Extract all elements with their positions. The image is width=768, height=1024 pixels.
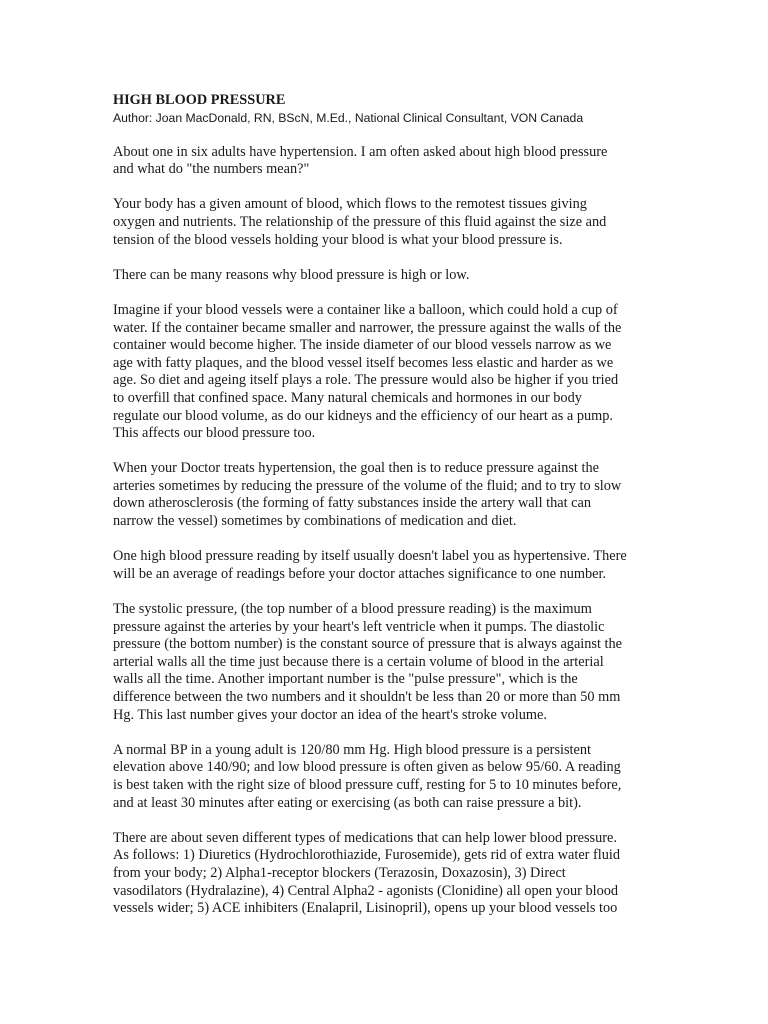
paragraph-intro: About one in six adults have hypertension. I am often asked about high blood pressure and what do "the numbers mean?" [113,143,608,178]
document-page [113,92,658,935]
document-author: Author: Joan MacDonald, RN, BScN, M.Ed., National Clinical Consultant, VON Canada [113,110,584,125]
paragraph-reasons: There can be many reasons why blood pressure is high or low. [113,266,470,283]
paragraph-single-reading: One high blood pressure reading by itself usually doesn't label you as hypertensive. There will be an average of readings before your doctor attaches significance to one number. [113,548,627,582]
paragraph-medications: There are about seven different types of medications that can help lower blood pressure. As follows: 1) Diuretics (Hydrochlorothiazide, Furosemide), gets rid of extra water fluid from your body; 2) Alpha1-receptor blockers (Terazosin, Doxazosin), 3) Direct vasodilators (Hydralazine), 4) Central Alpha2 - agonists (Clonidine) all open your blood vessels wider; 5) ACE inhibiters (Enalapril, Lisinopril), opens up your blood vessels too [113,829,621,917]
paragraph-normal-bp: A normal BP in a young adult is 120/80 mm Hg. High blood pressure is a persistent elevation above 140/90; and low blood pressure is often given as below 95/60. A reading is best taken with the right size of blood pressure cuff, resting for 5 to 10 minutes before, and at least 30 minutes after eating or exercising (as both can raise pressure a bit). [113,741,622,811]
paragraph-balloon-analogy: Imagine if your blood vessels were a container like a balloon, which could hold a cup of water. If the container became smaller and narrower, the pressure against the walls of the container would become higher. The inside diameter of our blood vessels narrow as we age with fatty plaques, and the blood vessel itself becomes less elastic and harder as we age. So diet and ageing itself plays a role. The pressure would also be higher if you tried to overfill that confined space. Many natural chemicals and hormones in our body regulate our blood volume, as do our kidneys and the efficiency of our heart as a pump. This affects our blood pressure too. [113,301,622,442]
document-title: HIGH BLOOD PRESSURE [113,92,286,108]
paragraph-treatment-goal: When your Doctor treats hypertension, the goal then is to reduce pressure against the arteries sometimes by reducing the pressure of the volume of the fluid; and to try to slow down atherosclerosis (the forming of fatty substances inside the artery wall that can narrow the vessel) sometimes by combinations of medication and diet. [113,460,622,530]
paragraph-blood-flow: Your body has a given amount of blood, which flows to the remotest tissues giving oxygen and nutrients. The relationship of the pressure of this fluid against the size and tension of the blood vessels holding your blood is what your blood pressure is. [113,196,607,248]
paragraph-systolic-diastolic: The systolic pressure, (the top number of a blood pressure reading) is the maximum pressure against the arteries by your heart's left ventricle when it pumps. The diastolic pressure (the bottom number) is the constant source of pressure that is always against the arterial walls all the time just because there is a certain volume of blood in the arterial walls all the time. Another important number is the "pulse pressure", which is the difference between the two numbers and it shouldn't be less than 20 or more than 50 mm Hg. This last number gives your doctor an idea of the heart's stroke volume. [113,601,622,723]
